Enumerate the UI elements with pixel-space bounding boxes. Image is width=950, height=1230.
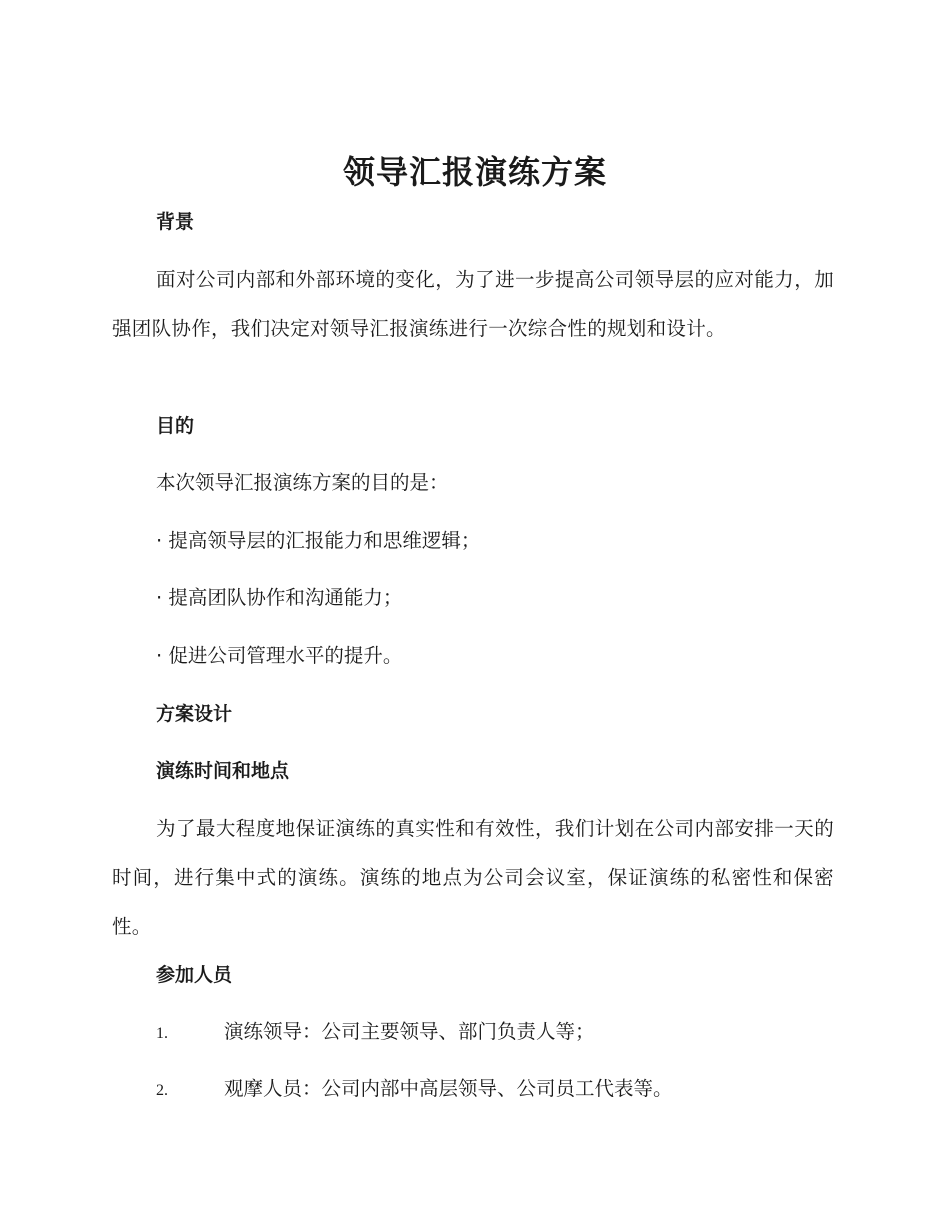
paragraph-background: 面对公司内部和外部环境的变化，为了进一步提高公司领导层的应对能力，加强团队协作，我们决定对领导汇报演练进行一次综合性的规划和设计。 (112, 268, 834, 340)
list-text: 演练领导：公司主要领导、部门负责人等； (224, 1020, 595, 1043)
document-title: 领导汇报演练方案 (342, 153, 607, 191)
purpose-intro: 本次领导汇报演练方案的目的是： (156, 471, 449, 494)
purpose-bullet: · 提高领导层的汇报能力和思维逻辑； (156, 529, 481, 552)
list-number: 1. (156, 1025, 168, 1042)
heading-purpose: 目的 (156, 415, 195, 437)
heading-background: 背景 (156, 211, 195, 233)
list-text: 观摩人员：公司内部中高层领导、公司员工代表等。 (224, 1077, 673, 1100)
heading-design: 方案设计 (156, 703, 233, 725)
participant-item (156, 1018, 595, 1048)
heading-participants: 参加人员 (156, 964, 233, 986)
paragraph-time-place: 为了最大程度地保证演练的真实性和有效性，我们计划在公司内部安排一天的时间，进行集中式的演练。演练的地点为公司会议室，保证演练的私密性和保密性。 (112, 817, 834, 938)
list-number: 2. (156, 1082, 168, 1099)
heading-time-place: 演练时间和地点 (156, 760, 290, 782)
participant-item (156, 1075, 673, 1105)
purpose-bullet: · 提高团队协作和沟通能力； (156, 586, 403, 609)
purpose-bullet: · 促进公司管理水平的提升。 (156, 644, 403, 667)
